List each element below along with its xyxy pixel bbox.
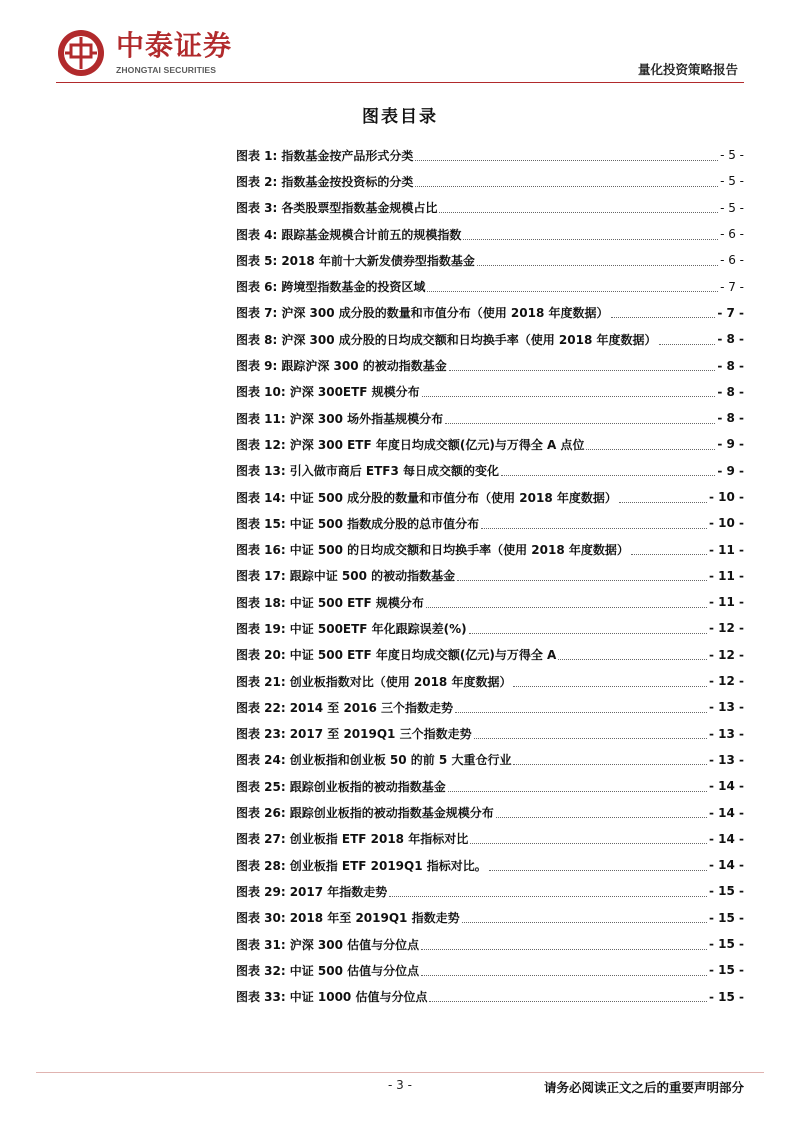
toc-leader-dots xyxy=(455,712,707,713)
toc-leader-dots xyxy=(631,554,707,555)
toc-entry[interactable] xyxy=(236,773,744,799)
toc-entry-title: 跟踪中证 500 的被动指数基金 xyxy=(289,569,456,584)
toc-entry-label: 图表 12: xyxy=(236,437,286,452)
toc-entry-page: - 13 - xyxy=(708,726,744,741)
toc-entry-page: - 15 - xyxy=(708,910,744,925)
toc-entry-label: 图表 33: xyxy=(236,990,286,1005)
toc-entry-page: - 8 - xyxy=(717,411,744,426)
toc-entry-page: - 5 - xyxy=(720,200,744,215)
toc-entry[interactable] xyxy=(236,563,744,589)
toc-entry[interactable] xyxy=(236,852,744,878)
toc-entry[interactable] xyxy=(236,168,744,194)
toc-entry[interactable] xyxy=(236,484,744,510)
toc-entry-page: - 11 - xyxy=(708,542,744,557)
toc-entry[interactable] xyxy=(236,799,744,825)
toc-leader-dots xyxy=(415,160,718,161)
toc-entry[interactable] xyxy=(236,405,744,431)
toc-leader-dots xyxy=(422,396,716,397)
toc-entry-page: - 6 - xyxy=(720,253,744,268)
toc-entry-label: 图表 28: xyxy=(236,858,286,873)
toc-entry-title: 2018 年前十大新发债券型指数基金 xyxy=(281,253,475,268)
toc-entry-label: 图表 15: xyxy=(236,516,286,531)
toc-leader-dots xyxy=(463,239,718,240)
toc-entry-page: - 11 - xyxy=(708,568,744,583)
toc-entry-page: - 14 - xyxy=(708,858,744,873)
toc-leader-dots xyxy=(449,370,716,371)
toc-entry[interactable] xyxy=(236,536,744,562)
toc-entry-page: - 8 - xyxy=(717,358,744,373)
toc-leader-dots xyxy=(659,344,716,345)
toc-entry-label: 图表 7: xyxy=(236,306,278,321)
toc-entry-title: 沪深 300 场外指基规模分布 xyxy=(289,411,444,426)
toc-entry-page: - 13 - xyxy=(708,700,744,715)
toc-entry-title: 创业板指 ETF 2018 年指标对比 xyxy=(289,832,469,847)
toc-entry[interactable] xyxy=(236,352,744,378)
toc-entry-title: 跨境型指数基金的投资区域 xyxy=(281,280,426,295)
toc-entry[interactable] xyxy=(236,510,744,536)
toc-entry-label: 图表 10: xyxy=(236,385,286,400)
toc-entry-label: 图表 29: xyxy=(236,884,286,899)
toc-entry-page: - 8 - xyxy=(717,332,744,347)
brand-name-cn: 中泰证券 xyxy=(116,29,233,62)
toc-entry-label: 图表 32: xyxy=(236,963,286,978)
toc-entry-title: 跟踪创业板指的被动指数基金规模分布 xyxy=(289,806,494,821)
toc-entry-label: 图表 13: xyxy=(236,464,286,479)
toc-entry[interactable] xyxy=(236,721,744,747)
toc-entry-title: 创业板指 ETF 2019Q1 指标对比。 xyxy=(289,858,487,873)
toc-entry-label: 图表 5: xyxy=(236,253,278,268)
toc-entry-title: 跟踪沪深 300 的被动指数基金 xyxy=(281,359,447,374)
toc-entry[interactable] xyxy=(236,326,744,352)
toc-entry-page: - 5 - xyxy=(720,174,744,189)
toc-leader-dots xyxy=(501,475,715,476)
toc-entry-title: 中证 500 的日均成交额和日均换手率（使用 2018 年度数据） xyxy=(289,543,629,558)
toc-entry-page: - 10 - xyxy=(708,516,744,531)
toc-entry[interactable] xyxy=(236,221,744,247)
toc-entry-page: - 6 - xyxy=(720,227,744,242)
toc-entry[interactable] xyxy=(236,642,744,668)
toc-entry[interactable] xyxy=(236,826,744,852)
toc-entry-title: 跟踪基金规模合计前五的规模指数 xyxy=(281,227,462,242)
toc-leader-dots xyxy=(445,423,715,424)
toc-entry-title: 中证 500 指数成分股的总市值分布 xyxy=(289,516,480,531)
toc-entry-label: 图表 26: xyxy=(236,806,286,821)
toc-entry-page: - 8 - xyxy=(717,384,744,399)
toc-entry-label: 图表 18: xyxy=(236,595,286,610)
toc-entry-title: 指数基金按投资标的分类 xyxy=(281,174,414,189)
toc-entry-page: - 9 - xyxy=(717,437,744,452)
toc-entry-page: - 14 - xyxy=(708,831,744,846)
toc-entry-page: - 15 - xyxy=(708,963,744,978)
toc-entry-label: 图表 25: xyxy=(236,779,286,794)
header-divider xyxy=(56,82,744,83)
toc-list xyxy=(236,142,744,1010)
toc-entry-page: - 15 - xyxy=(708,937,744,952)
toc-entry-label: 图表 20: xyxy=(236,648,286,663)
toc-entry[interactable] xyxy=(236,878,744,904)
page-number: - 3 - xyxy=(388,1078,412,1092)
toc-entry-label: 图表 3: xyxy=(236,201,278,216)
toc-entry[interactable] xyxy=(236,195,744,221)
disclaimer-note: 请务必阅读正文之后的重要声明部分 xyxy=(543,1080,744,1095)
brand-name-en: ZHONGTAI SECURITIES xyxy=(116,65,217,75)
toc-entry-label: 图表 4: xyxy=(236,227,278,242)
toc-leader-dots xyxy=(426,607,707,608)
toc-entry-label: 图表 8: xyxy=(236,332,278,347)
toc-leader-dots xyxy=(513,764,707,765)
toc-entry-title: 中证 500 ETF 年度日均成交额(亿元)与万得全 A xyxy=(289,648,557,663)
toc-leader-dots xyxy=(421,975,707,976)
toc-entry[interactable] xyxy=(236,247,744,273)
toc-entry[interactable] xyxy=(236,957,744,983)
toc-leader-dots xyxy=(477,265,718,266)
toc-leader-dots xyxy=(489,870,707,871)
toc-entry[interactable] xyxy=(236,142,744,168)
toc-leader-dots xyxy=(513,686,707,687)
toc-leader-dots xyxy=(496,817,707,818)
toc-leader-dots xyxy=(470,843,707,844)
toc-entry-page: - 14 - xyxy=(708,779,744,794)
toc-entry-title: 创业板指数对比（使用 2018 年度数据） xyxy=(289,674,512,689)
toc-leader-dots xyxy=(415,186,718,187)
toc-entry-title: 2018 年至 2019Q1 指数走势 xyxy=(289,911,460,926)
toc-leader-dots xyxy=(457,580,707,581)
toc-title: 图表目录 xyxy=(362,107,438,127)
toc-entry-page: - 15 - xyxy=(708,989,744,1004)
toc-entry-page: - 12 - xyxy=(708,674,744,689)
toc-entry-page: - 13 - xyxy=(708,752,744,767)
toc-entry-label: 图表 14: xyxy=(236,490,286,505)
toc-entry-title: 2017 至 2019Q1 三个指数走势 xyxy=(289,727,472,742)
toc-entry-title: 沪深 300 估值与分位点 xyxy=(289,937,420,952)
toc-entry-label: 图表 24: xyxy=(236,753,286,768)
toc-entry-title: 2017 年指数走势 xyxy=(289,884,388,899)
toc-entry-label: 图表 1: xyxy=(236,148,278,163)
toc-entry-label: 图表 16: xyxy=(236,543,286,558)
toc-entry-title: 沪深 300 成分股的日均成交额和日均换手率（使用 2018 年度数据） xyxy=(281,332,657,347)
toc-entry[interactable] xyxy=(236,984,744,1010)
toc-entry[interactable] xyxy=(236,931,744,957)
toc-entry-label: 图表 11: xyxy=(236,411,286,426)
toc-entry-title: 创业板指和创业板 50 的前 5 大重仓行业 xyxy=(289,753,512,768)
toc-entry-page: - 12 - xyxy=(708,647,744,662)
toc-entry-title: 中证 500 成分股的数量和市值分布（使用 2018 年度数据） xyxy=(289,490,617,505)
report-type: 量化投资策略报告 xyxy=(637,62,738,77)
toc-entry-title: 中证 500 ETF 规模分布 xyxy=(289,595,424,610)
toc-entry[interactable] xyxy=(236,905,744,931)
toc-entry-page: - 14 - xyxy=(708,805,744,820)
toc-leader-dots xyxy=(469,633,707,634)
toc-entry-page: - 7 - xyxy=(717,305,744,320)
footer-divider xyxy=(36,1072,764,1073)
toc-entry-title: 指数基金按产品形式分类 xyxy=(281,148,414,163)
toc-entry-label: 图表 23: xyxy=(236,727,286,742)
toc-entry-label: 图表 6: xyxy=(236,280,278,295)
toc-entry-title: 跟踪创业板指的被动指数基金 xyxy=(289,779,446,794)
toc-entry-page: - 12 - xyxy=(708,621,744,636)
toc-leader-dots xyxy=(389,896,707,897)
toc-entry[interactable] xyxy=(236,300,744,326)
toc-entry[interactable] xyxy=(236,273,744,299)
toc-entry-title: 引入做市商后 ETF3 每日成交额的变化 xyxy=(289,464,499,479)
zhongtai-logo-icon xyxy=(56,28,106,78)
toc-entry[interactable] xyxy=(236,458,744,484)
toc-entry[interactable] xyxy=(236,431,744,457)
toc-leader-dots xyxy=(474,738,707,739)
toc-entry-label: 图表 2: xyxy=(236,174,278,189)
toc-entry-label: 图表 22: xyxy=(236,700,286,715)
brand-logo xyxy=(56,28,246,82)
toc-entry-page: - 15 - xyxy=(708,884,744,899)
toc-entry-label: 图表 30: xyxy=(236,911,286,926)
toc-entry-title: 2014 至 2016 三个指数走势 xyxy=(289,700,454,715)
toc-entry-page: - 5 - xyxy=(720,148,744,163)
toc-entry-label: 图表 19: xyxy=(236,621,286,636)
toc-entry-label: 图表 17: xyxy=(236,569,286,584)
toc-entry[interactable] xyxy=(236,379,744,405)
toc-entry-title: 各类股票型指数基金规模占比 xyxy=(281,201,438,216)
toc-entry-label: 图表 31: xyxy=(236,937,286,952)
toc-leader-dots xyxy=(558,659,707,660)
toc-entry-label: 图表 9: xyxy=(236,359,278,374)
toc-leader-dots xyxy=(586,449,715,450)
toc-leader-dots xyxy=(427,291,718,292)
toc-leader-dots xyxy=(481,528,707,529)
toc-leader-dots xyxy=(421,949,707,950)
toc-entry-label: 图表 27: xyxy=(236,832,286,847)
toc-entry-page: - 7 - xyxy=(720,279,744,294)
toc-leader-dots xyxy=(429,1001,707,1002)
toc-leader-dots xyxy=(462,922,707,923)
toc-entry-title: 沪深 300 ETF 年度日均成交额(亿元)与万得全 A 点位 xyxy=(289,437,585,452)
toc-entry-page: - 9 - xyxy=(717,463,744,478)
toc-entry[interactable] xyxy=(236,668,744,694)
toc-entry-page: - 11 - xyxy=(708,595,744,610)
toc-entry-page: - 10 - xyxy=(708,490,744,504)
toc-leader-dots xyxy=(439,212,718,213)
toc-entry-title: 沪深 300 成分股的数量和市值分布（使用 2018 年度数据） xyxy=(281,306,609,321)
toc-entry[interactable] xyxy=(236,694,744,720)
toc-entry-title: 中证 1000 估值与分位点 xyxy=(289,990,428,1005)
toc-entry[interactable] xyxy=(236,589,744,615)
toc-leader-dots xyxy=(448,791,707,792)
toc-entry[interactable] xyxy=(236,615,744,641)
toc-entry-title: 沪深 300ETF 规模分布 xyxy=(289,385,420,400)
toc-entry[interactable] xyxy=(236,747,744,773)
toc-entry-label: 图表 21: xyxy=(236,674,286,689)
toc-entry-title: 中证 500 估值与分位点 xyxy=(289,963,420,978)
toc-leader-dots xyxy=(619,502,707,503)
toc-leader-dots xyxy=(611,317,716,318)
toc-entry-title: 中证 500ETF 年化跟踪误差(%) xyxy=(289,621,467,636)
